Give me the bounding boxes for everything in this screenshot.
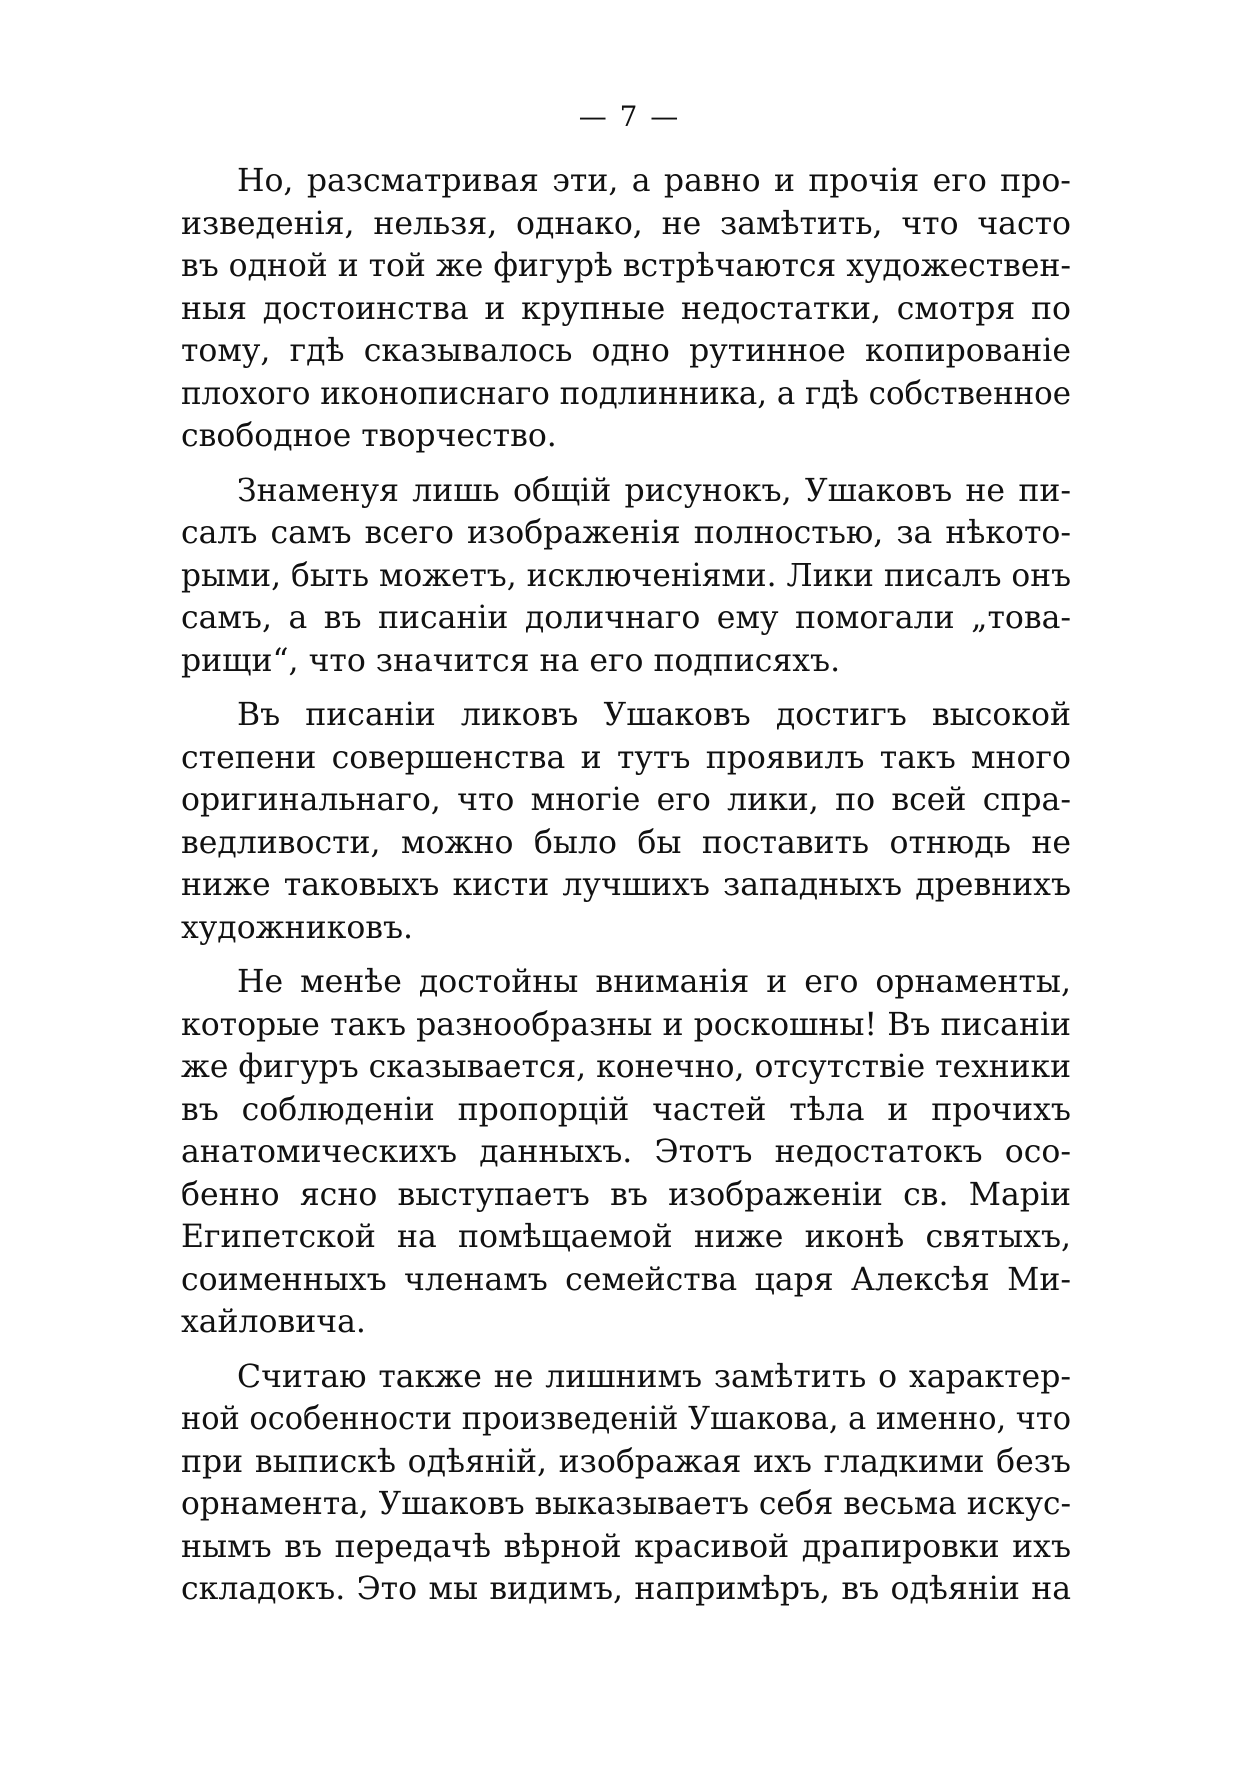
text-line: тому, гдѣ сказывалось одно рутинное копированіе — [181, 333, 1071, 369]
text-line: же фигуръ сказывается, конечно, отсутствіе техники — [181, 1049, 1072, 1085]
text-line: Считаю также не лишнимъ замѣтить о характер- — [237, 1358, 1071, 1395]
text-line: Въ писаніи ликовъ Ушаковъ достигъ высокой — [237, 697, 1071, 733]
text-line: рыми, быть можетъ, исключеніями. Лики писалъ онъ — [181, 557, 1072, 594]
text-line: орнамента, Ушаковъ выказываетъ себя весьма искус- — [181, 1486, 1072, 1522]
paragraph — [181, 961, 1071, 1344]
text-line: ныя достоинства и крупные недостатки, смотря по — [181, 290, 1072, 327]
text-line: Но, разсматривая эти, а равно и прочія его про- — [237, 163, 1071, 199]
paragraph — [181, 694, 1071, 949]
text-line: соименныхъ членамъ семейства царя Алексѣя Ми- — [181, 1261, 1071, 1298]
text-line: складокъ. Это мы видимъ, напримѣръ, въ одѣяніи на — [181, 1571, 1071, 1607]
text-line: Не менѣе достойны вниманія и его орнаменты, — [237, 964, 1071, 1000]
text-line: оригинальнаго, что многіе его лики, по всей спра- — [181, 782, 1071, 818]
text-line: Знаменуя лишь общій рисунокъ, Ушаковъ не пи- — [237, 472, 1071, 509]
text-line: при выпискѣ одѣяній, изображая ихъ гладкими безъ — [181, 1443, 1071, 1480]
text-line: свободное творчество. — [181, 418, 557, 454]
text-line: анатомическихъ данныхъ. Этотъ недостатокъ осо- — [181, 1134, 1072, 1170]
text-line: нымъ въ передачѣ вѣрной красивой драпировки ихъ — [181, 1528, 1071, 1565]
paragraph — [181, 470, 1071, 683]
text-line: художниковъ. — [181, 909, 414, 946]
text-line: бенно ясно выступаетъ въ изображеніи св. Маріи — [181, 1176, 1072, 1213]
paragraph — [181, 1356, 1071, 1611]
paragraph — [181, 160, 1071, 458]
text-line: ной особенности произведеній Ушакова, а именно, что — [181, 1401, 1071, 1437]
text-line: ниже таковыхъ кисти лучшихъ западныхъ древнихъ — [181, 867, 1071, 903]
text-line: Египетской на помѣщаемой ниже иконѣ святыхъ, — [181, 1219, 1072, 1255]
text-line: которые такъ разнообразны и роскошны! Въ писаніи — [181, 1006, 1072, 1043]
text-line: въ соблюденіи пропорцій частей тѣла и прочихъ — [181, 1091, 1071, 1128]
text-line: салъ самъ всего изображенія полностью, за нѣкото- — [181, 515, 1072, 551]
text-line: самъ, а въ писаніи доличнаго ему помогали „това- — [181, 600, 1072, 636]
text-line: ведливости, можно было бы поставить отнюдь не — [181, 824, 1072, 861]
text-line: рищи“, что значится на его подписяхъ. — [181, 642, 841, 679]
text-line: въ одной и той же фигурѣ встрѣчаются художествен- — [181, 248, 1072, 284]
text-line: хайловича. — [181, 1304, 366, 1340]
text-line: изведенія, нельзя, однако, не замѣтить, что часто — [181, 205, 1071, 242]
body-text — [181, 160, 1071, 1623]
text-line: степени совершенства и тутъ проявилъ такъ много — [181, 739, 1071, 776]
page-number: — 7 — — [578, 100, 681, 133]
text-line: плохого иконописнаго подлинника, а гдѣ собственное — [181, 375, 1072, 412]
